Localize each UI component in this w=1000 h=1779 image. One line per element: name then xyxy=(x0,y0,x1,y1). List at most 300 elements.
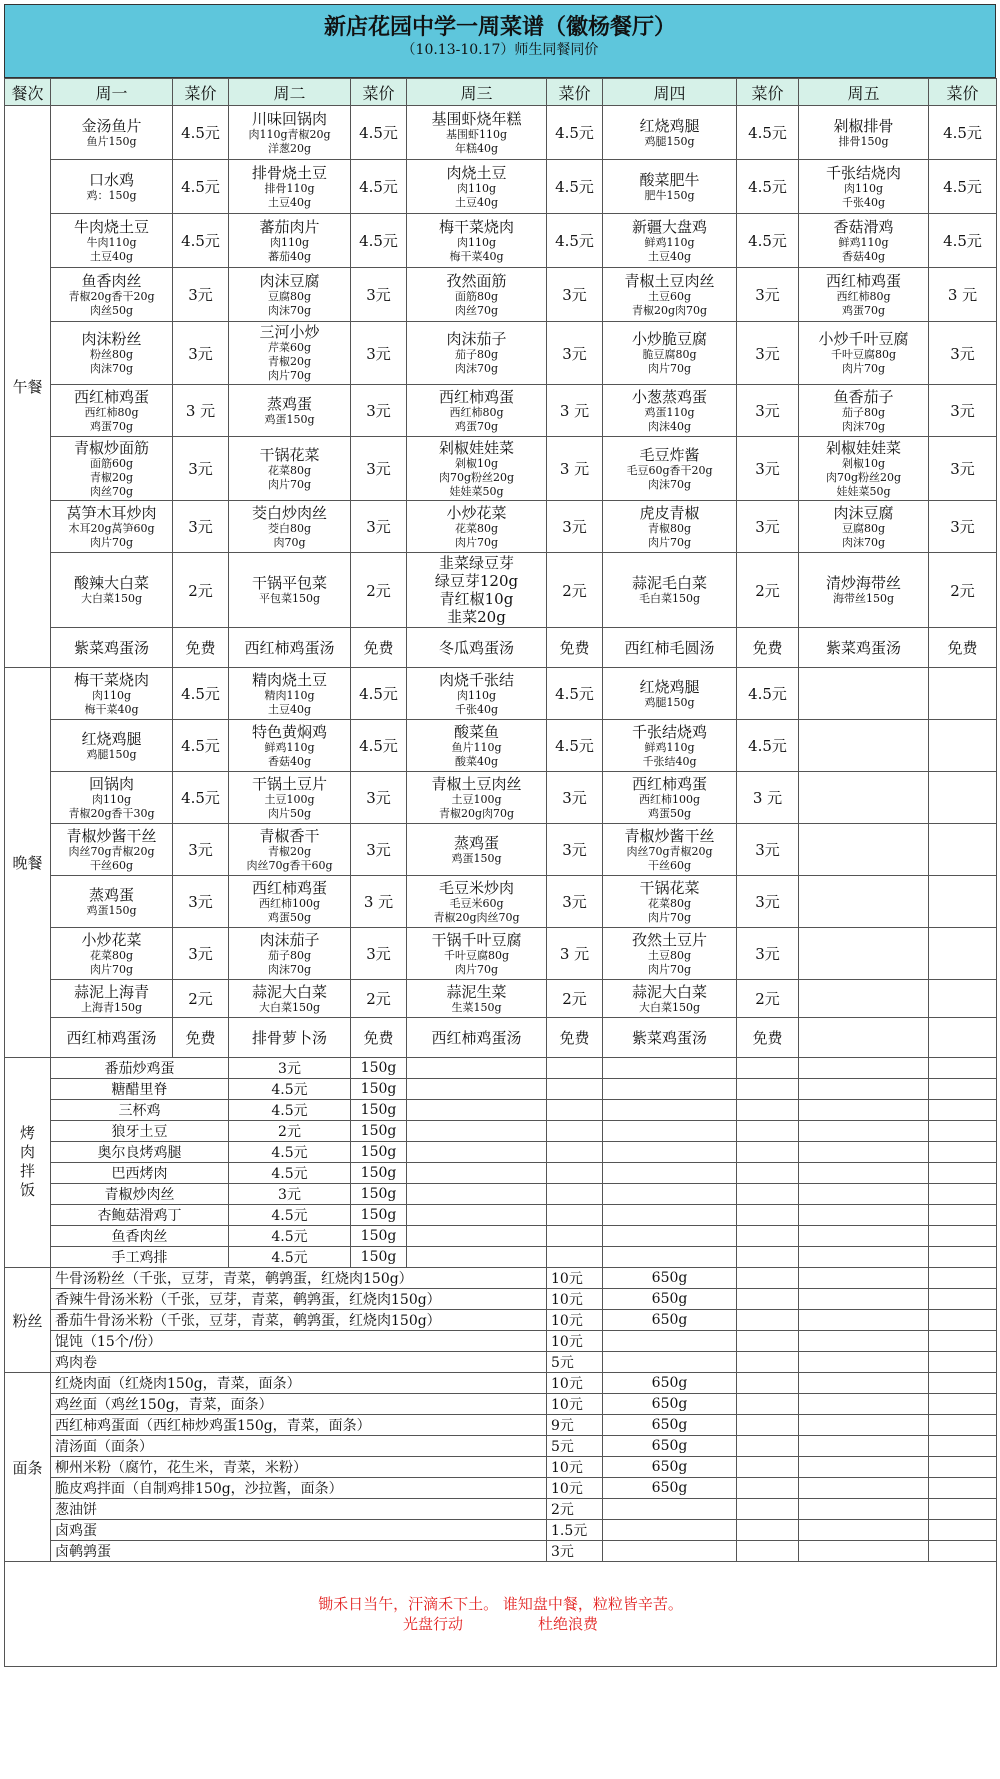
dish-detail: 土豆40g xyxy=(267,702,312,716)
dish-name: 青椒土豆肉丝 xyxy=(431,774,522,793)
dish-detail: 面筋80g xyxy=(454,289,499,303)
soup-price: 免费 xyxy=(173,1018,229,1058)
dish-price: 4.5元 xyxy=(351,160,407,214)
dish-cell xyxy=(603,980,737,1018)
dish-name: 西红柿鸡蛋 xyxy=(438,387,514,406)
empty-cell xyxy=(929,824,997,876)
bbq-row xyxy=(5,1121,997,1142)
empty-cell xyxy=(737,1142,799,1163)
dish-name: 鱼香肉丝 xyxy=(81,271,142,290)
empty-cell xyxy=(737,1478,799,1499)
dish-detail: 豆腐80g xyxy=(841,521,886,535)
dish-cell xyxy=(407,160,547,214)
fensi-row xyxy=(5,1289,997,1310)
dish-name: 虎皮青椒 xyxy=(639,503,700,522)
empty-cell xyxy=(547,1205,603,1226)
dish-detail: 鲜鸡110g xyxy=(838,235,889,249)
menu-row xyxy=(5,437,997,501)
noodles-item-price: 5元 xyxy=(547,1436,603,1457)
dish-detail: 肉70g粉丝20g xyxy=(438,470,515,484)
empty-cell xyxy=(799,1310,929,1331)
empty-cell xyxy=(407,1247,547,1268)
dish-name: 剁椒娃娃菜 xyxy=(438,438,514,457)
footer-line1: 锄禾日当午，汗滴禾下土。 谁知盘中餐，粒粒皆辛苦。 xyxy=(318,1595,683,1613)
empty-cell xyxy=(603,1142,737,1163)
noodles-row xyxy=(5,1520,997,1541)
dish-price: 3元 xyxy=(351,385,407,437)
empty-cell xyxy=(799,720,929,772)
empty-cell xyxy=(799,876,929,928)
noodles-item-name: 红烧肉面（红烧肉150g，青菜，面条） xyxy=(51,1373,547,1394)
dish-detail: 鸡：150g xyxy=(86,188,137,202)
menu-row xyxy=(5,980,997,1018)
bbq-item-weight: 150g xyxy=(351,1100,407,1121)
empty-cell xyxy=(737,1184,799,1205)
noodles-item-name: 葱油饼 xyxy=(51,1499,547,1520)
dish-name: 小炒脆豆腐 xyxy=(631,330,707,348)
noodles-item-name: 西红柿鸡蛋面（西红柿炒鸡蛋150g，青菜，面条） xyxy=(51,1415,547,1436)
empty-cell xyxy=(929,1457,997,1478)
dish-cell xyxy=(229,106,351,160)
dish-price: 4.5元 xyxy=(173,720,229,772)
soup-price: 免费 xyxy=(547,1018,603,1058)
fensi-item-name: 牛骨汤粉丝（千张，豆芽，青菜，鹌鹑蛋，红烧肉150g） xyxy=(51,1268,547,1289)
bbq-item-price: 2元 xyxy=(229,1121,351,1142)
menu-row xyxy=(5,824,997,876)
dish-cell xyxy=(799,501,929,553)
menu-row xyxy=(5,876,997,928)
dish-price: 2元 xyxy=(737,553,799,628)
page-title: 新店花园中学一周菜谱（徽杨餐厅） xyxy=(323,14,676,40)
dish-cell xyxy=(229,772,351,824)
dish-detail: 鲜鸡110g xyxy=(264,740,315,754)
dish-cell xyxy=(603,720,737,772)
dish-name: 肉烧土豆 xyxy=(446,163,507,182)
dish-price: 3元 xyxy=(737,322,799,385)
page-subtitle: （10.13-10.17）师生同餐同价 xyxy=(401,42,599,58)
empty-cell xyxy=(799,1121,929,1142)
empty-cell xyxy=(929,1310,997,1331)
dish-detail: 肉丝70g青椒20g xyxy=(626,844,713,858)
noodles-row xyxy=(5,1373,997,1394)
dish-detail: 鸡蛋150g xyxy=(86,903,137,917)
menu-row xyxy=(5,160,997,214)
dish-detail: 香菇40g xyxy=(267,754,312,768)
soup-price: 免费 xyxy=(351,1018,407,1058)
dish-price: 3元 xyxy=(547,772,603,824)
dish-detail: 花菜80g xyxy=(647,896,692,910)
dish-name: 西红柿鸡蛋 xyxy=(825,271,901,290)
empty-cell xyxy=(929,1018,997,1058)
dish-price: 4.5元 xyxy=(929,160,997,214)
empty-cell xyxy=(547,1247,603,1268)
dish-detail: 脆豆腐80g xyxy=(642,348,697,361)
dish-name: 韭菜绿豆芽 xyxy=(438,554,514,572)
dish-detail: 鸡腿150g xyxy=(644,695,695,709)
empty-cell xyxy=(799,1205,929,1226)
dish-detail: 花菜80g xyxy=(267,463,312,477)
dish-price: 3元 xyxy=(547,322,603,385)
empty-cell xyxy=(603,1184,737,1205)
dish-name: 小炒花菜 xyxy=(446,503,507,522)
dish-price: 3 元 xyxy=(547,385,603,437)
empty-cell xyxy=(929,1184,997,1205)
dish-detail: 毛豆米60g xyxy=(449,896,504,910)
menu-row xyxy=(5,928,997,980)
dish-detail: 千叶豆腐80g xyxy=(830,348,897,361)
empty-cell xyxy=(737,1352,799,1373)
empty-cell xyxy=(547,1142,603,1163)
empty-cell xyxy=(737,1289,799,1310)
dish-price: 4.5元 xyxy=(547,214,603,268)
soup-name: 西红柿鸡蛋汤 xyxy=(229,628,351,668)
dish-detail: 剁椒10g xyxy=(454,456,499,470)
dish-cell xyxy=(407,501,547,553)
dish-cell xyxy=(603,160,737,214)
dish-cell xyxy=(603,876,737,928)
dish-price: 3元 xyxy=(173,437,229,501)
dish-detail: 洋葱20g xyxy=(267,141,312,155)
fensi-item-price: 5元 xyxy=(547,1352,603,1373)
dish-cell xyxy=(229,980,351,1018)
empty-cell xyxy=(799,1352,929,1373)
dish-cell xyxy=(51,553,173,628)
dish-name: 干锅千叶豆腐 xyxy=(431,930,522,949)
noodles-item-name: 柳州米粉（腐竹，花生米，青菜，米粉） xyxy=(51,1457,547,1478)
dish-detail: 上海青150g xyxy=(80,1000,143,1014)
dish-detail: 年糕40g xyxy=(454,141,499,155)
bbq-item-weight: 150g xyxy=(351,1226,407,1247)
soup-price: 免费 xyxy=(929,628,997,668)
empty-cell xyxy=(799,1268,929,1289)
dish-cell xyxy=(799,160,929,214)
dish-detail: 肉110g xyxy=(269,235,310,249)
dish-name: 干锅平包菜 xyxy=(251,574,327,592)
dish-name: 酸菜肥牛 xyxy=(639,170,700,189)
fensi-row xyxy=(5,1352,997,1373)
dish-detail: 梅干菜40g xyxy=(84,702,139,716)
dish-name: 红烧鸡腿 xyxy=(639,116,700,135)
dish-detail: 土豆40g xyxy=(647,249,692,263)
dish-price: 3元 xyxy=(547,876,603,928)
dish-cell xyxy=(407,385,547,437)
bbq-item-price: 3元 xyxy=(229,1058,351,1079)
dish-detail: 肉沫70g xyxy=(454,362,499,375)
empty-cell xyxy=(407,1163,547,1184)
dish-cell xyxy=(51,928,173,980)
dish-price: 3元 xyxy=(351,772,407,824)
dish-cell xyxy=(229,928,351,980)
empty-cell xyxy=(603,1226,737,1247)
dish-detail: 青椒20g肉70g xyxy=(438,806,515,820)
noodles-item-weight: 650g xyxy=(603,1394,737,1415)
dish-price: 3 元 xyxy=(547,437,603,501)
dish-cell xyxy=(229,385,351,437)
noodles-item-price: 10元 xyxy=(547,1457,603,1478)
empty-cell xyxy=(799,1163,929,1184)
fensi-row xyxy=(5,1310,997,1331)
empty-cell xyxy=(737,1247,799,1268)
empty-cell xyxy=(799,1058,929,1079)
bbq-row xyxy=(5,1079,997,1100)
dish-name: 小葱蒸鸡蛋 xyxy=(631,387,707,406)
footer-slogan xyxy=(5,1562,997,1667)
dish-detail: 西红柿80g xyxy=(449,405,504,419)
dish-name: 肉沫茄子 xyxy=(259,930,320,949)
dish-cell xyxy=(51,876,173,928)
dish-detail: 鲜鸡110g xyxy=(644,235,695,249)
dish-name: 蒜泥生菜 xyxy=(446,982,507,1001)
dish-name: 肉沫粉丝 xyxy=(81,330,142,348)
empty-cell xyxy=(799,1247,929,1268)
dish-detail: 千张40g xyxy=(454,702,499,716)
dish-name: 红烧鸡腿 xyxy=(81,729,142,748)
dish-detail: 土豆100g xyxy=(264,792,315,806)
fensi-item-weight: 650g xyxy=(603,1289,737,1310)
dish-price: 3元 xyxy=(351,928,407,980)
bbq-item-price: 4.5元 xyxy=(229,1142,351,1163)
header-day: 周四 xyxy=(603,79,737,106)
header-day: 周一 xyxy=(51,79,173,106)
dish-cell xyxy=(407,214,547,268)
dish-detail: 鸡腿150g xyxy=(86,747,137,761)
dish-name: 精肉烧土豆 xyxy=(251,670,327,689)
menu-table xyxy=(4,78,997,1667)
dish-detail: 肉片70g xyxy=(267,369,312,382)
empty-cell xyxy=(929,1415,997,1436)
empty-cell xyxy=(929,1394,997,1415)
dish-detail: 肉片70g xyxy=(647,535,692,549)
lunch-label: 午餐 xyxy=(5,106,51,668)
dish-price: 4.5元 xyxy=(173,668,229,720)
empty-cell xyxy=(929,1268,997,1289)
soup-name: 西红柿毛圆汤 xyxy=(603,628,737,668)
dish-cell xyxy=(603,668,737,720)
dish-cell xyxy=(799,437,929,501)
footer-line2: 光盘行动 杜绝浪费 xyxy=(402,1615,598,1633)
dish-cell xyxy=(603,772,737,824)
dish-detail: 鸡蛋110g xyxy=(644,405,695,419)
dish-detail: 花菜80g xyxy=(89,948,134,962)
empty-cell xyxy=(929,1100,997,1121)
empty-cell xyxy=(737,1415,799,1436)
dish-price: 3元 xyxy=(173,501,229,553)
dish-price: 4.5元 xyxy=(547,160,603,214)
dish-name: 新疆大盘鸡 xyxy=(631,217,707,236)
dish-detail: 西红柿80g xyxy=(836,289,891,303)
dish-detail: 肉丝70g xyxy=(454,303,499,317)
empty-cell xyxy=(547,1100,603,1121)
dish-price: 3元 xyxy=(737,385,799,437)
soup-name: 排骨萝卜汤 xyxy=(229,1018,351,1058)
column-header-row xyxy=(5,79,997,106)
dish-name: 毛豆炸酱 xyxy=(639,445,700,464)
dish-name: 基围虾烧年糕 xyxy=(431,109,522,128)
header-price: 菜价 xyxy=(351,79,407,106)
dish-name: 酸辣大白菜 xyxy=(73,574,149,592)
dish-detail: 西红柿100g xyxy=(258,896,321,910)
noodles-row xyxy=(5,1394,997,1415)
dish-price: 3 元 xyxy=(173,385,229,437)
dish-price: 2元 xyxy=(173,553,229,628)
dish-price: 3元 xyxy=(929,385,997,437)
empty-cell xyxy=(407,1184,547,1205)
dish-detail: 粉丝80g xyxy=(89,348,134,361)
dish-cell xyxy=(603,437,737,501)
bbq-item-price: 4.5元 xyxy=(229,1247,351,1268)
dish-detail: 肉沫70g xyxy=(89,362,134,375)
dish-name: 孜然面筋 xyxy=(446,271,507,290)
dish-detail: 鸡蛋150g xyxy=(264,412,315,426)
dish-name: 三河小炒 xyxy=(259,323,320,341)
bbq-item-price: 3元 xyxy=(229,1184,351,1205)
empty-cell xyxy=(603,1121,737,1142)
dish-detail: 豆腐80g xyxy=(267,289,312,303)
dish-price: 3元 xyxy=(351,501,407,553)
empty-cell xyxy=(799,1415,929,1436)
dish-price: 4.5元 xyxy=(737,720,799,772)
title-banner xyxy=(4,4,996,78)
dish-name: 香菇滑鸡 xyxy=(833,217,894,236)
empty-cell xyxy=(799,1457,929,1478)
dish-detail: 青椒20g xyxy=(89,470,134,484)
soup-row xyxy=(5,628,997,668)
dish-detail: 排骨110g xyxy=(264,181,315,195)
fensi-label: 粉丝 xyxy=(5,1268,51,1373)
dish-price: 3元 xyxy=(547,268,603,322)
empty-cell xyxy=(737,1121,799,1142)
bbq-item-price: 4.5元 xyxy=(229,1205,351,1226)
dish-detail: 毛豆60g香干20g xyxy=(626,463,713,477)
dish-detail: 肉沫40g xyxy=(647,419,692,433)
dish-detail: 肉丝70g xyxy=(89,484,134,498)
dish-cell xyxy=(229,437,351,501)
empty-cell xyxy=(799,772,929,824)
dish-cell xyxy=(407,980,547,1018)
dish-detail: 剁椒10g xyxy=(841,456,886,470)
bbq-row xyxy=(5,1184,997,1205)
dish-price: 3元 xyxy=(351,437,407,501)
dish-name: 排骨烧土豆 xyxy=(251,163,327,182)
empty-cell xyxy=(799,668,929,720)
empty-cell xyxy=(547,1184,603,1205)
dish-cell xyxy=(603,268,737,322)
menu-row xyxy=(5,501,997,553)
dish-name: 小炒花菜 xyxy=(81,930,142,949)
bbq-row xyxy=(5,1247,997,1268)
footer-row xyxy=(5,1562,997,1667)
dish-detail: 茭白80g xyxy=(267,521,312,535)
dish-cell xyxy=(51,214,173,268)
empty-cell xyxy=(799,1184,929,1205)
empty-cell xyxy=(799,1100,929,1121)
empty-cell xyxy=(929,1247,997,1268)
dish-detail: 肉70g粉丝20g xyxy=(825,470,902,484)
dish-detail: 肉沫70g xyxy=(841,535,886,549)
dish-price: 2元 xyxy=(351,980,407,1018)
dish-detail: 鸡蛋50g xyxy=(267,910,312,924)
dish-name: 蒜泥大白菜 xyxy=(631,982,707,1001)
dish-name: 梅干菜烧肉 xyxy=(438,217,514,236)
dish-detail: 千张40g xyxy=(841,195,886,209)
empty-cell xyxy=(737,1520,799,1541)
dish-name: 川味回锅肉 xyxy=(251,109,327,128)
dish-detail: 梅干菜40g xyxy=(449,249,504,263)
empty-cell xyxy=(929,1205,997,1226)
bbq-item-name: 糖醋里脊 xyxy=(51,1079,229,1100)
dish-cell xyxy=(229,876,351,928)
bbq-item-name: 奥尔良烤鸡腿 xyxy=(51,1142,229,1163)
dish-price: 3 元 xyxy=(547,928,603,980)
dish-detail: 鸡蛋70g xyxy=(841,303,886,317)
empty-cell xyxy=(603,1058,737,1079)
dish-detail: 肉片70g xyxy=(89,962,134,976)
dish-price: 4.5元 xyxy=(351,106,407,160)
empty-cell xyxy=(407,1100,547,1121)
dish-cell xyxy=(603,214,737,268)
dish-detail: 青椒20g香干30g xyxy=(68,806,155,820)
fensi-item-price: 10元 xyxy=(547,1310,603,1331)
menu-row xyxy=(5,322,997,385)
dish-detail: 肥牛150g xyxy=(644,188,695,202)
dish-detail: 基围虾110g xyxy=(445,127,508,141)
dish-name: 口水鸡 xyxy=(88,170,134,189)
dish-detail: 青椒20g xyxy=(267,844,312,858)
header-meal: 餐次 xyxy=(5,79,51,106)
dish-name: 干锅花菜 xyxy=(259,445,320,464)
empty-cell xyxy=(929,1436,997,1457)
dish-price: 4.5元 xyxy=(351,720,407,772)
dish-cell xyxy=(603,106,737,160)
dish-detail: 毛白菜150g xyxy=(638,592,701,605)
dish-cell xyxy=(407,268,547,322)
fensi-item-weight: 650g xyxy=(603,1310,737,1331)
empty-cell xyxy=(407,1079,547,1100)
dish-detail: 干丝60g xyxy=(647,858,692,872)
dish-price: 4.5元 xyxy=(547,668,603,720)
dish-detail: 大白菜150g xyxy=(638,1000,701,1014)
dish-detail: 肉沫70g xyxy=(647,477,692,491)
dish-cell xyxy=(603,928,737,980)
dish-cell xyxy=(603,322,737,385)
noodles-item-weight: 650g xyxy=(603,1436,737,1457)
empty-cell xyxy=(929,1373,997,1394)
dish-detail: 排骨150g xyxy=(838,134,889,148)
dish-price: 4.5元 xyxy=(737,668,799,720)
dish-price: 3元 xyxy=(351,322,407,385)
empty-cell xyxy=(929,1499,997,1520)
dish-cell xyxy=(229,322,351,385)
dish-price: 3元 xyxy=(351,268,407,322)
fensi-item-price: 10元 xyxy=(547,1331,603,1352)
menu-row xyxy=(5,106,997,160)
empty-cell xyxy=(799,1079,929,1100)
empty-cell xyxy=(547,1079,603,1100)
dish-detail: 千叶豆腐80g xyxy=(443,948,510,962)
dish-price: 4.5元 xyxy=(173,106,229,160)
dish-name: 梅干菜烧肉 xyxy=(73,670,149,689)
soup-name: 紫菜鸡蛋汤 xyxy=(603,1018,737,1058)
noodles-label: 面条 xyxy=(5,1373,51,1562)
dish-detail: 肉片70g xyxy=(267,477,312,491)
soup-row xyxy=(5,1018,997,1058)
header-day: 周二 xyxy=(229,79,351,106)
dish-cell xyxy=(51,322,173,385)
empty-cell xyxy=(603,1100,737,1121)
bbq-item-price: 4.5元 xyxy=(229,1163,351,1184)
dish-cell xyxy=(51,501,173,553)
dish-detail: 肉片70g xyxy=(454,535,499,549)
